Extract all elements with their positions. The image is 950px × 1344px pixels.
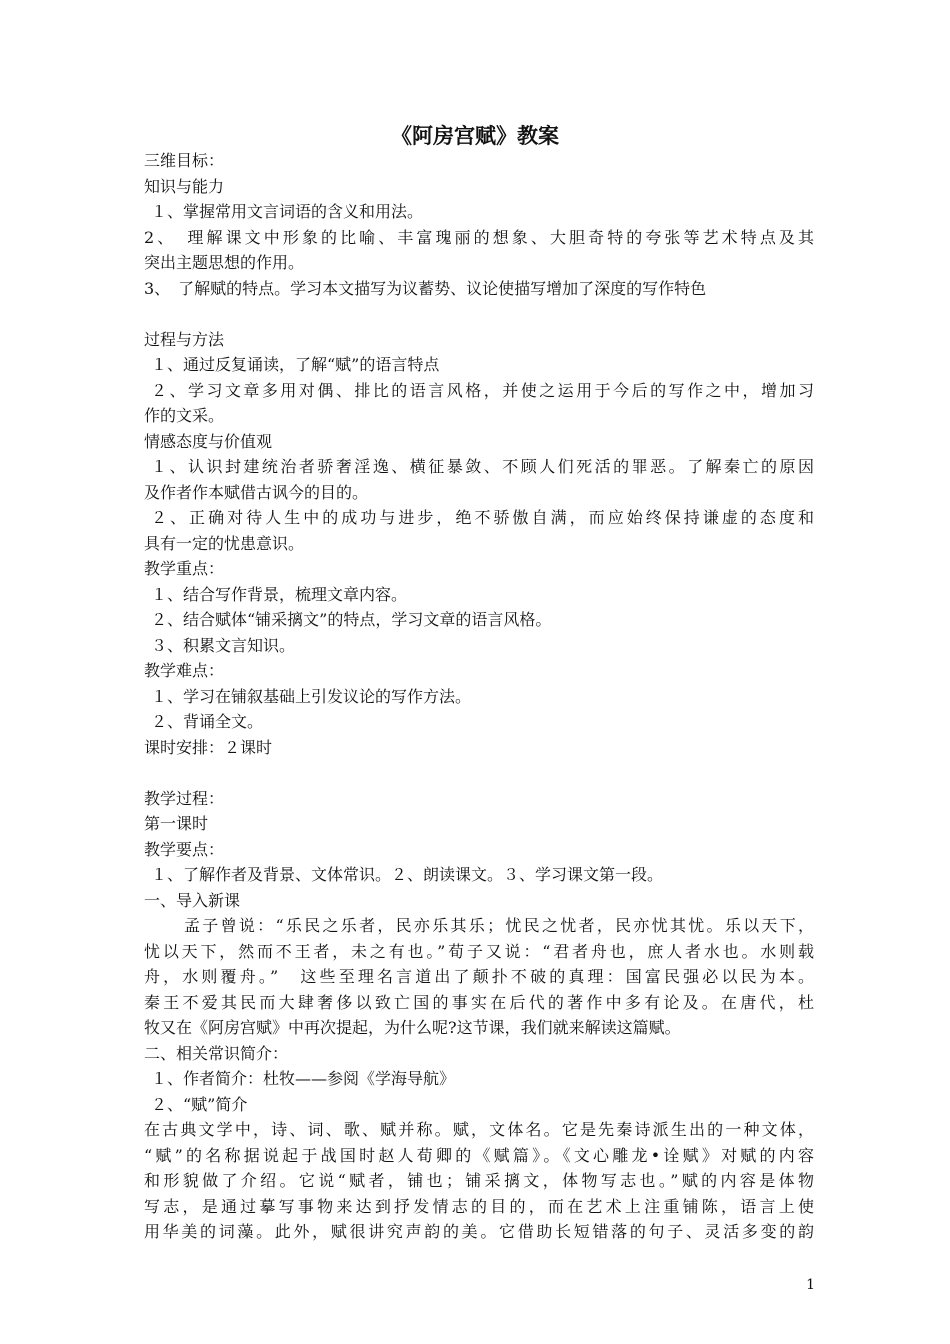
list-item: １、掌握常用文言词语的含义和用法。 xyxy=(151,202,424,221)
list-item: ３、积累文言知识。 xyxy=(151,635,296,655)
list-item: ２、“赋”简介 xyxy=(151,1094,248,1114)
section-heading: 二、相关常识简介： xyxy=(144,1043,289,1063)
paragraph-line: 忧以天下，然而不王者，未之有也。”荀子又说：“君者舟也，庶人者水也。水则载 xyxy=(144,941,814,961)
list-item: ２、正确对待人生中的成功与进步，绝不骄傲自满，而应始终保持谦虚的态度和 xyxy=(151,508,814,527)
paragraph-line: 在古典文学中，诗、词、歌、赋并称。赋，文体名。它是先秦诗派生出的一种文体， xyxy=(144,1120,814,1139)
list-item: １、作者简介：杜牧——参阅《学海导航》 xyxy=(151,1069,456,1088)
heading-teaching-points: 教学要点： xyxy=(144,839,225,859)
list-item: １、学习在铺叙基础上引发议论的写作方法。 xyxy=(151,686,472,706)
list-item: 3、 了解赋的特点。学习本文描写为议蓄势、议论使描写增加了深度的写作特色 xyxy=(144,278,707,298)
paragraph-line: 写志，是通过摹写事物来达到抒发情志的目的，而在艺术上注重铺陈，语言上使 xyxy=(144,1196,814,1216)
list-item: ２、学习文章多用对偶、排比的语言风格，并使之运用于今后的写作之中，增加习 xyxy=(151,380,814,400)
list-item-continuation: 及作者作本赋借古讽今的目的。 xyxy=(144,482,369,502)
list-item-continuation: 突出主题思想的作用。 xyxy=(144,253,305,272)
blank-line xyxy=(144,301,814,327)
list-item: １、了解作者及背景、文体常识。２、朗读课文。３、学习课文第一段。 xyxy=(151,865,664,884)
list-item: １、结合写作背景，梳理文章内容。 xyxy=(151,584,408,604)
heading-first-lesson: 第一课时 xyxy=(144,814,209,833)
list-item: ２、结合赋体“铺采摛文”的特点，学习文章的语言风格。 xyxy=(151,610,552,629)
heading-process: 过程与方法 xyxy=(144,329,225,349)
section-heading: 一、导入新课 xyxy=(144,890,241,910)
heading-difficulties: 教学难点： xyxy=(144,661,225,680)
paragraph-line: “赋”的名称据说起于战国时赵人荀卿的《赋篇》。《文心雕龙•诠赋》对赋的内容 xyxy=(144,1145,814,1165)
heading-knowledge: 知识与能力 xyxy=(144,176,225,196)
paragraph-line: 秦王不爱其民而大肆奢侈以致亡国的事实在后代的著作中多有论及。在唐代，杜 xyxy=(144,992,814,1012)
list-item: 2、 理解课文中形象的比喻、丰富瑰丽的想象、大胆奇特的夸张等艺术特点及其 xyxy=(144,227,814,247)
paragraph-line: 孟子曾说：“乐民之乐者，民亦乐其乐；忧民之忧者，民亦忧其忧。乐以天下， xyxy=(184,916,814,935)
list-item: １、认识封建统治者骄奢淫逸、横征暴敛、不顾人们死活的罪恶。了解秦亡的原因 xyxy=(151,457,814,476)
list-item: ２、背诵全文。 xyxy=(151,712,264,731)
document-title: 《阿房宫赋》教案 xyxy=(391,123,559,148)
paragraph-line: 和形貌做了介绍。它说“赋者，铺也；铺采摛文，体物写志也。”赋的内容是体物 xyxy=(144,1171,814,1190)
page-number: 1 xyxy=(806,1277,815,1293)
heading-key-points: 教学重点： xyxy=(144,559,225,578)
heading-teaching-process: 教学过程： xyxy=(144,788,225,808)
list-item: １、通过反复诵读，了解“赋”的语言特点 xyxy=(151,355,440,374)
schedule-line: 课时安排：２课时 xyxy=(144,737,273,757)
paragraph-line: 舟，水则覆舟。” 这些至理名言道出了颠扑不破的真理：国富民强必以民为本。 xyxy=(144,967,814,986)
heading-attitude: 情感态度与价值观 xyxy=(144,431,273,451)
list-item-continuation: 作的文采。 xyxy=(144,406,225,425)
list-item-continuation: 具有一定的忧患意识。 xyxy=(144,533,305,553)
paragraph-line: 牧又在《阿房宫赋》中再次提起，为什么呢?这节课，我们就来解读这篇赋。 xyxy=(144,1018,681,1037)
paragraph-line: 用华美的词藻。此外，赋很讲究声韵的美。它借助长短错落的句子、灵活多变的韵 xyxy=(144,1222,814,1241)
document-body xyxy=(144,148,814,1245)
heading-objectives: 三维目标： xyxy=(144,151,225,170)
blank-line xyxy=(144,760,814,786)
